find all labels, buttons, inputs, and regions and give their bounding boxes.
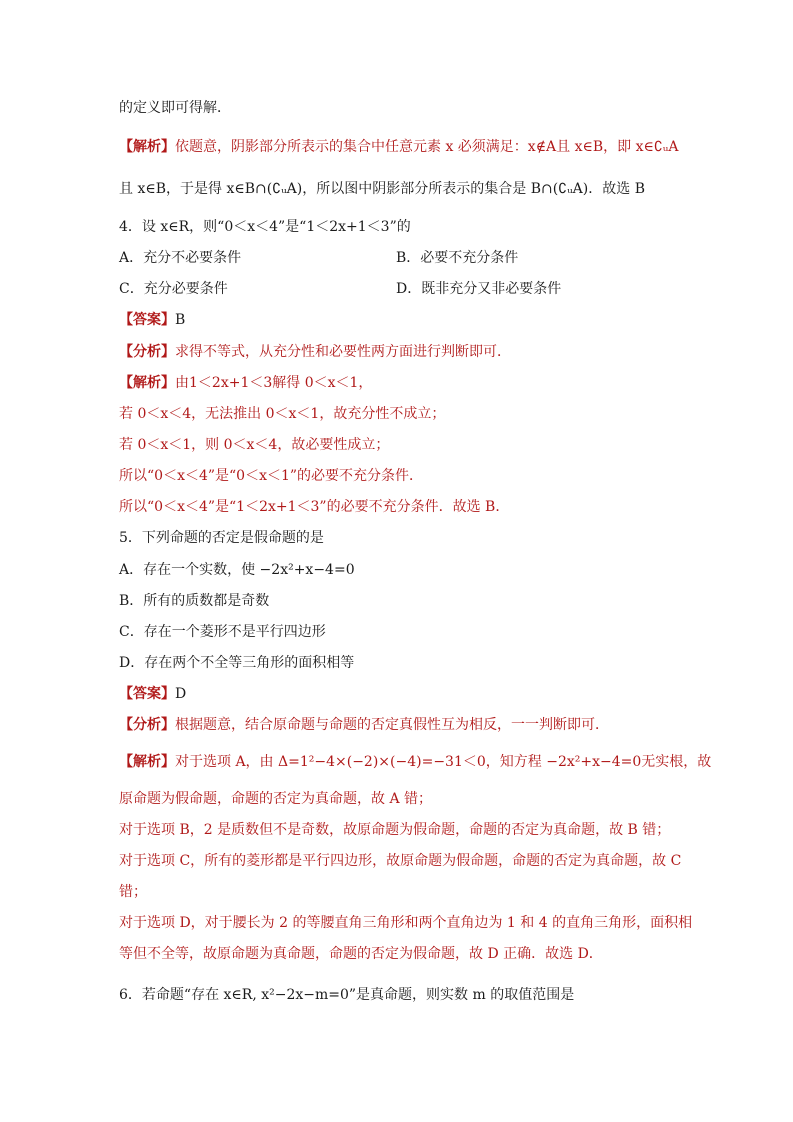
- text-line-l08: [119, 342, 733, 362]
- option-left: A．充分不必要条件: [119, 250, 242, 266]
- line-text: 若 0＜x＜4，无法推出 0＜x＜1，故充分性不成立；: [119, 406, 446, 422]
- text-line-l23: [119, 820, 733, 840]
- text-line-l20: [119, 715, 733, 735]
- line-text: 所以“0＜x＜4”是“1＜2x+1＜3”的必要不充分条件．故选 B．: [119, 499, 510, 515]
- text-line-l14: [119, 528, 733, 548]
- text-line-l25: [119, 882, 733, 902]
- line-text: 错；: [119, 884, 147, 900]
- line-text: 的定义即可得解．: [119, 100, 231, 116]
- line-text: D．存在两个不全等三角形的面积相等: [119, 655, 355, 671]
- text-line-l03: [119, 179, 733, 199]
- text-line-l01: [119, 98, 733, 118]
- line-text: 由1＜2x+1＜3解得 0＜x＜1，: [175, 375, 373, 391]
- line-text: 依题意，阴影部分所表示的集合中任意元素 x 必须满足：x∉A且 x∈B，即 x∈∁ᵤA: [175, 139, 679, 155]
- section-tag: 【解析】: [119, 754, 175, 770]
- option-row-l06: [119, 279, 733, 299]
- text-line-l13: [119, 497, 733, 517]
- line-text: 所以“0＜x＜4”是“0＜x＜1”的必要不充分条件．: [119, 468, 424, 484]
- text-line-l10: [119, 404, 733, 424]
- text-line-l16: [119, 591, 733, 611]
- line-text: B: [175, 312, 186, 328]
- text-line-l04: [119, 217, 733, 237]
- line-text: B．所有的质数都是奇数: [119, 593, 270, 609]
- text-line-l18: [119, 653, 733, 673]
- line-text: 对于选项 C，所有的菱形都是平行四边形，故原命题为假命题，命题的否定为真命题，故 C: [119, 853, 682, 869]
- line-text: C．存在一个菱形不是平行四边形: [119, 624, 326, 640]
- line-text: 4．设 x∈R，则“0＜x＜4”是“1＜2x+1＜3”的: [119, 219, 411, 235]
- text-line-l07: [119, 310, 733, 330]
- text-line-l28: [119, 985, 733, 1005]
- option-left: C．充分必要条件: [119, 281, 228, 297]
- line-text: 求得不等式，从充分性和必要性两方面进行判断即可．: [175, 344, 511, 360]
- line-text: 原命题为假命题，命题的否定为真命题，故 A 错；: [119, 791, 433, 807]
- line-text: 对于选项 B，2 是质数但不是奇数，故原命题为假命题，命题的否定为真命题，故 B 错；: [119, 822, 671, 838]
- text-line-l19: [119, 684, 733, 704]
- line-text: 对于选项 A，由 Δ=1²−4×(−2)×(−4)=−31＜0，知方程 −2x²+x−4=0无实根，故: [175, 754, 712, 770]
- section-tag: 【解析】: [119, 375, 175, 391]
- line-text: 根据题意，结合原命题与命题的否定真假性互为相反，一一判断即可．: [175, 717, 609, 733]
- line-text: 对于选项 D，对于腰长为 2 的等腰直角三角形和两个直角边为 1 和 4 的直角三角形，面积相: [119, 915, 693, 931]
- text-line-l24: [119, 851, 733, 871]
- text-line-l27: [119, 944, 733, 964]
- text-line-l17: [119, 622, 733, 642]
- section-tag: 【解析】: [119, 139, 175, 155]
- line-text: D: [175, 686, 187, 702]
- section-tag: 【分析】: [119, 717, 175, 733]
- text-line-l22: [119, 789, 733, 809]
- option-right: D．既非充分又非必要条件: [396, 281, 562, 297]
- text-line-l21: [119, 752, 733, 772]
- text-line-l26: [119, 913, 733, 933]
- section-tag: 【答案】: [119, 686, 175, 702]
- line-text: 5．下列命题的否定是假命题的是: [119, 530, 324, 546]
- text-line-l02: [119, 137, 733, 157]
- section-tag: 【分析】: [119, 344, 175, 360]
- line-text: 若 0＜x＜1，则 0＜x＜4，故必要性成立；: [119, 437, 390, 453]
- option-right: B．必要不充分条件: [396, 250, 519, 266]
- section-tag: 【答案】: [119, 312, 175, 328]
- text-line-l15: [119, 560, 733, 580]
- line-text: 且 x∈B，于是得 x∈B∩(∁ᵤA)，所以图中阴影部分所表示的集合是 B∩(∁ᵤA)．故选 B: [119, 181, 645, 197]
- text-line-l09: [119, 373, 733, 393]
- line-text: 6．若命题“存在 x∈R, x²−2x−m=0”是真命题，则实数 m 的取值范围是: [119, 987, 575, 1003]
- text-line-l12: [119, 466, 733, 486]
- line-text: 等但不全等，故原命题为真命题，命题的否定为假命题，故 D 正确．故选 D．: [119, 946, 603, 962]
- line-text: A．存在一个实数，使 −2x²+x−4=0: [119, 562, 355, 578]
- option-row-l05: [119, 248, 733, 268]
- text-line-l11: [119, 435, 733, 455]
